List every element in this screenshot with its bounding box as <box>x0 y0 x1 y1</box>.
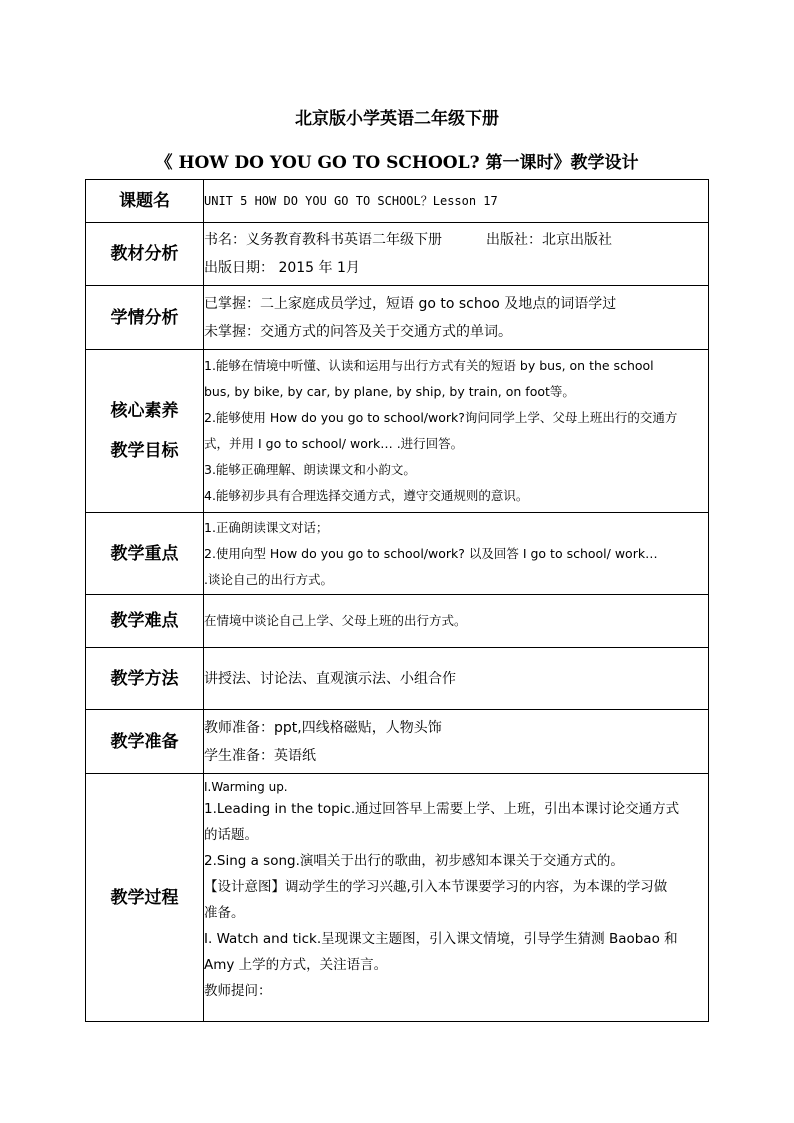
process-line: 的话题。 <box>204 827 258 843</box>
label-preparation: 教学准备 <box>86 710 204 774</box>
key-point-line: .谈论自己的出行方式。 <box>204 571 333 587</box>
goal-line: 1.能够在情境中听懂、认读和运用与出行方式有关的短语 by bus, on the school <box>204 358 654 373</box>
row-methods <box>86 648 709 710</box>
goal-line: 式，并用 I go to school/ work… .进行回答。 <box>204 436 464 451</box>
lesson-plan-table <box>85 179 709 1022</box>
row-topic <box>86 180 709 223</box>
learner-not-mastered: 未掌握：交通方式的问答及关于交通方式的单词。 <box>204 323 512 340</box>
label-material: 教材分析 <box>86 223 204 286</box>
value-material <box>204 223 709 286</box>
document-title: 北京版小学英语二年级下册 <box>295 109 499 129</box>
label-learner: 学情分析 <box>86 286 204 350</box>
label-difficulties: 教学难点 <box>86 595 204 648</box>
document-subtitle: 《 HOW DO YOU GO TO SCHOOL? 第一课时》教学设计 <box>155 153 639 173</box>
difficulties-text: 在情境中谈论自己上学、父母上班的出行方式。 <box>204 613 467 628</box>
process-line: 教师提问： <box>204 983 272 999</box>
row-key-points <box>86 513 709 595</box>
material-book: 书名：义务教育教科书英语二年级下册 <box>204 232 442 248</box>
value-difficulties <box>204 595 709 648</box>
process-line: 准备。 <box>204 905 245 921</box>
label-process: 教学过程 <box>86 774 204 1022</box>
row-difficulties <box>86 595 709 648</box>
label-methods: 教学方法 <box>86 648 204 710</box>
topic-text: UNIT 5 HOW DO YOU GO TO SCHOOL？Lesson 17 <box>204 194 498 208</box>
value-topic <box>204 180 709 223</box>
material-publisher: 出版社：北京出版社 <box>486 232 612 248</box>
label-key-points: 教学重点 <box>86 513 204 595</box>
learner-mastered: 已掌握：二上家庭成员学过，短语 go to schoo 及地点的词语学过 <box>204 295 617 312</box>
value-learner <box>204 286 709 350</box>
goal-line: bus, by bike, by car, by plane, by ship, by train, on foot等。 <box>204 384 575 399</box>
label-goals-line2: 教学目标 <box>110 441 179 461</box>
goal-line: 4.能够初步具有合理选择交通方式，遵守交通规则的意识。 <box>204 488 529 503</box>
process-line: 2.Sing a song.演唱关于出行的歌曲，初步感知本课关于交通方式的。 <box>204 853 624 869</box>
label-goals-line1: 核心素养 <box>110 401 179 421</box>
goal-line: 3.能够正确理解、朗读课文和小韵文。 <box>204 462 416 477</box>
value-goals <box>204 350 709 513</box>
process-line: Ⅰ. Watch and tick.呈现课文主题图，引入课文情境，引导学生猜测 Baobao 和 <box>204 931 678 947</box>
row-preparation <box>86 710 709 774</box>
methods-text: 讲授法、讨论法、直观演示法、小组合作 <box>204 670 456 687</box>
row-learner <box>86 286 709 350</box>
value-key-points <box>204 513 709 595</box>
row-goals <box>86 350 709 513</box>
material-date: 出版日期： 2015 年 1月 <box>204 260 360 276</box>
label-goals <box>86 350 204 513</box>
preparation-student: 学生准备：英语纸 <box>204 747 316 764</box>
preparation-teacher: 教师准备：ppt,四线格磁贴，人物头饰 <box>204 719 442 736</box>
value-preparation <box>204 710 709 774</box>
row-process <box>86 774 709 1022</box>
value-methods <box>204 648 709 710</box>
row-material <box>86 223 709 286</box>
process-line: Ⅰ.Warming up. <box>204 780 288 794</box>
value-process <box>204 774 709 1022</box>
label-topic: 课题名 <box>86 180 204 223</box>
process-line: 【设计意图】调动学生的学习兴趣,引入本节课要学习的内容，为本课的学习做 <box>204 879 668 895</box>
process-line: 1.Leading in the topic.通过回答早上需要上学、上班，引出本课讨论交通方式 <box>204 801 680 817</box>
goal-line: 2.能够使用 How do you go to school/work?询问同学上学、父母上班出行的交通方 <box>204 410 678 425</box>
process-line: Amy 上学的方式，关注语言。 <box>204 957 388 973</box>
key-point-line: 1.正确朗读课文对话； <box>204 519 329 535</box>
key-point-line: 2.使用向型 How do you go to school/work? 以及回答 I go to school/ work… <box>204 545 658 561</box>
